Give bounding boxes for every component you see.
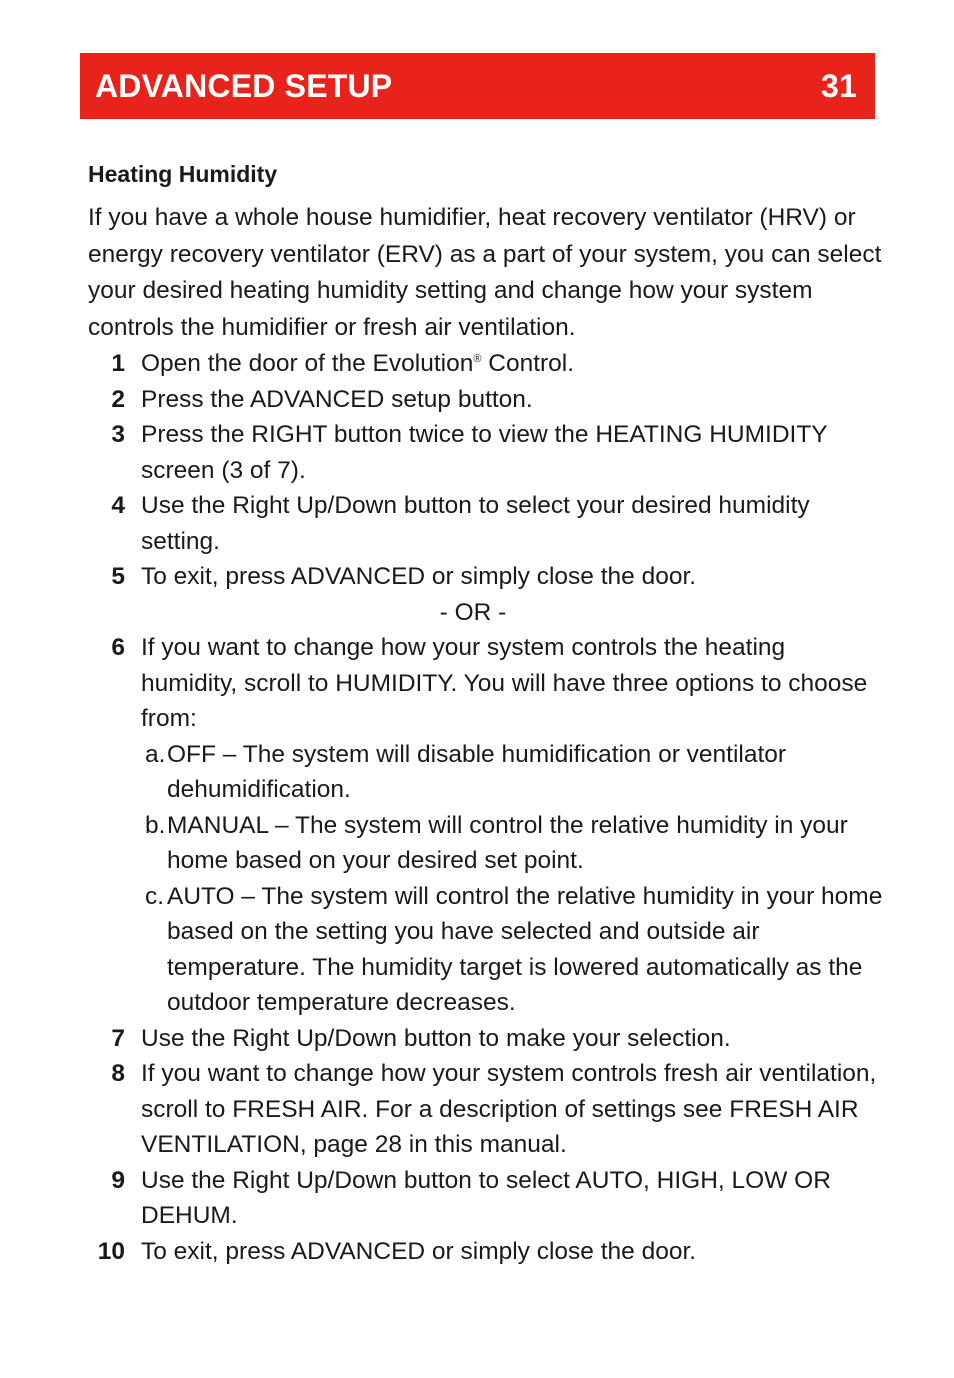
option-text: AUTO – The system will control the relative humidity in your home based on the setting you have selected and outside air temperature. The humidity target is lowered automatically as the outdoor temperature decreases. (167, 882, 883, 1016)
humidity-options-list (88, 737, 888, 1021)
option-text: OFF – The system will disable humidification or ventilator dehumidification. (167, 740, 787, 803)
step-text: Open the door of the Evolution® Control. (141, 350, 575, 377)
step-text: Press the ADVANCED setup button. (141, 385, 533, 413)
step-number: 8 (111, 1060, 125, 1087)
step-number: 9 (111, 1166, 125, 1194)
step-number: 7 (111, 1024, 125, 1052)
step-item (88, 1163, 888, 1234)
step-item (88, 382, 888, 418)
step-item (88, 1234, 888, 1270)
option-text: MANUAL – The system will control the relative humidity in your home based on your desired set point. (167, 811, 848, 874)
step-item (88, 417, 888, 488)
section-heading: Heating Humidity (88, 161, 278, 187)
step-item (88, 488, 888, 559)
step-text: Use the Right Up/Down button to make your selection. (141, 1024, 731, 1052)
option-letter: b. (145, 811, 166, 839)
page-number: 31 (821, 67, 857, 104)
step-number: 10 (97, 1237, 125, 1265)
step-text: Use the Right Up/Down button to select your desired humidity setting. (141, 492, 810, 555)
page-title: ADVANCED SETUP (95, 67, 393, 104)
steps-list (88, 346, 888, 595)
option-letter: a. (145, 740, 166, 768)
step-number: 4 (111, 492, 125, 519)
step-text: If you want to change how your system controls fresh air ventilation, scroll to FRESH AIR. For a description of settings see FRESH AIR VENTILATION, page 28 in this manual. (141, 1060, 877, 1158)
step-text: Use the Right Up/Down button to select AUTO, HIGH, LOW OR DEHUM. (141, 1166, 831, 1229)
step-number: 5 (111, 563, 125, 590)
intro-paragraph: If you have a whole house humidifier, heat recovery ventilator (HRV) or energy recovery ventilator (ERV) as a part of your system, you can select your desired heating humidity setting and change how your system controls the humidifier or fresh air ventilation. (88, 204, 882, 341)
step-text: If you want to change how your system controls the heating humidity, scroll to HUMIDITY. You will have three options to choose from: (141, 634, 868, 732)
option-letter: c. (145, 882, 165, 910)
step-text: To exit, press ADVANCED or simply close the door. (141, 563, 697, 590)
step-text: Press the RIGHT button twice to view the HEATING HUMIDITY screen (3 of 7). (141, 421, 828, 484)
step-item (88, 1056, 888, 1163)
or-separator: - OR - (439, 598, 507, 626)
step-number: 2 (111, 385, 125, 413)
step-text: To exit, press ADVANCED or simply close the door. (141, 1237, 697, 1265)
step-number: 1 (111, 350, 125, 377)
step-item (88, 559, 888, 595)
registered-mark: ® (473, 353, 482, 365)
step-number: 6 (111, 634, 125, 661)
step-item (88, 1021, 888, 1057)
step-number: 3 (111, 421, 125, 448)
step-item (88, 630, 888, 737)
option-item-auto (145, 879, 888, 1021)
option-item-off (145, 737, 888, 808)
steps-list-final (88, 1021, 888, 1270)
steps-list-continued (88, 630, 888, 737)
page-content (88, 156, 888, 1269)
option-item-manual (145, 808, 888, 879)
step-item (88, 346, 888, 382)
page-header (80, 53, 875, 119)
